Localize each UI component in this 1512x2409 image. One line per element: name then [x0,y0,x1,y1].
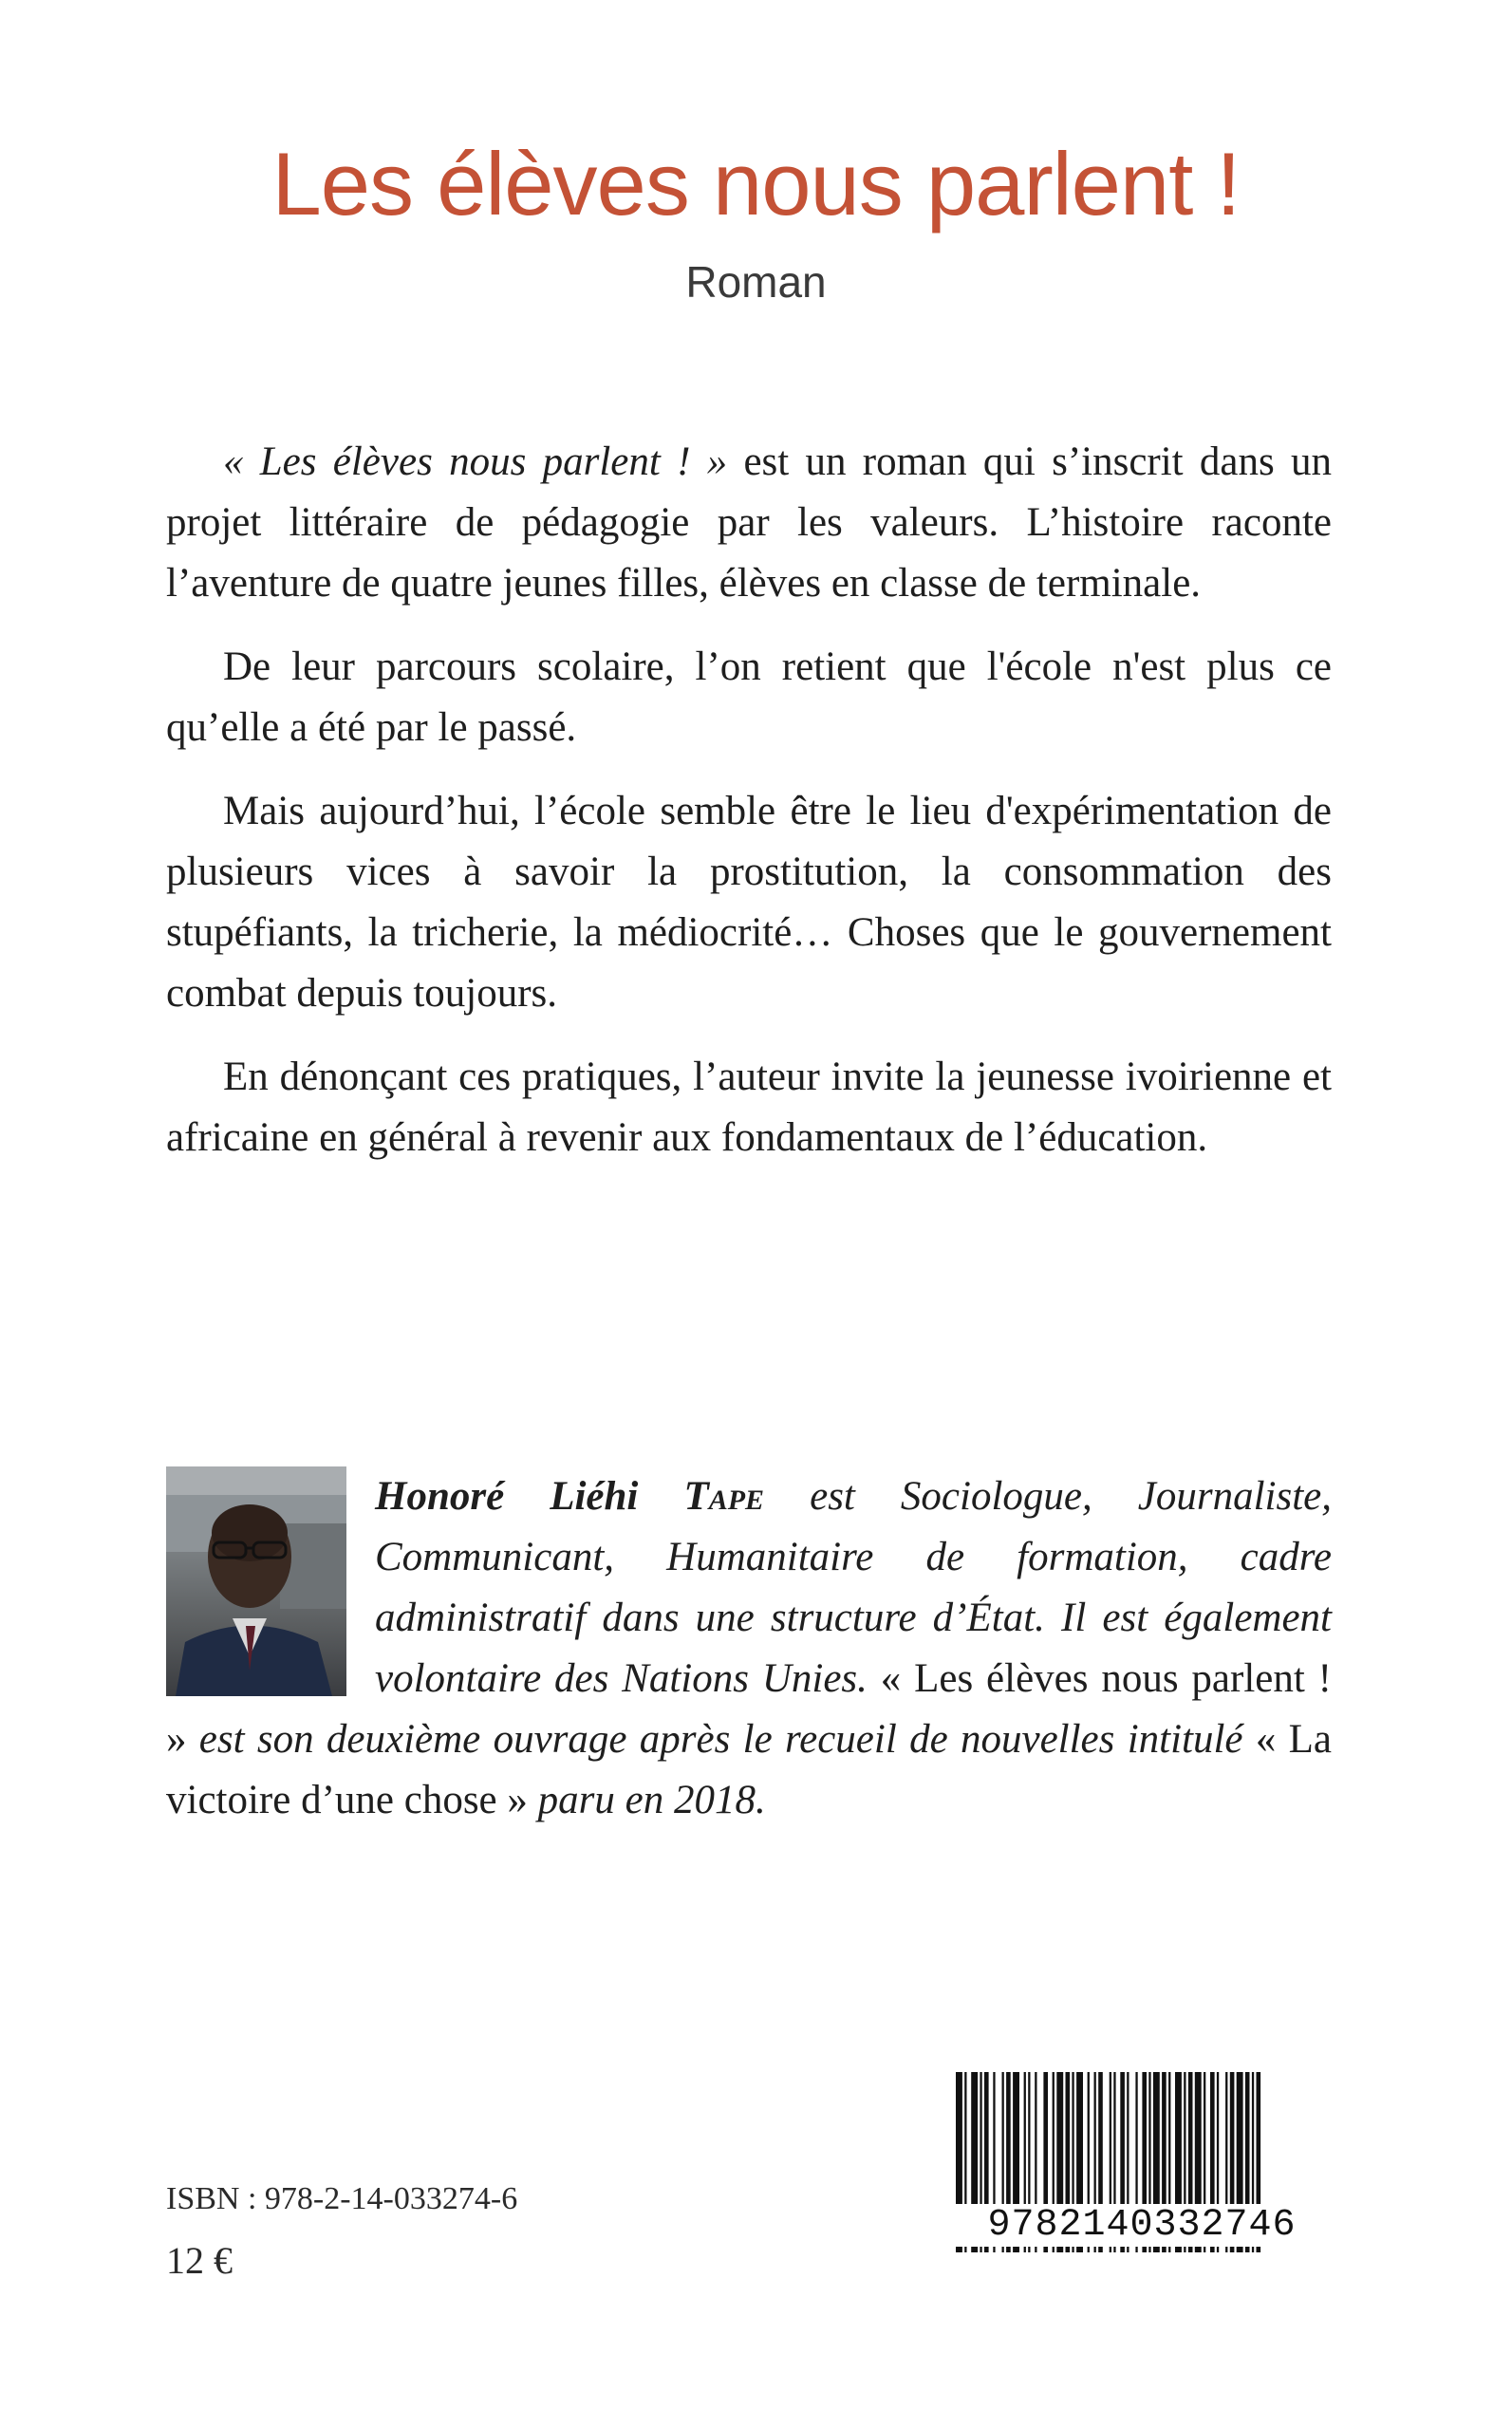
bio-text: est son deuxième ouvrage après le recueil de nouvelles intitulé [186,1717,1256,1762]
isbn-label: ISBN : 978-2-14-033274-6 [166,2181,518,2216]
bio-book-title: « Les élèves nous parlent ! » [166,1656,1332,1762]
barcode-digits: 9782140332746 [952,2204,1332,2247]
author-first-names: Honoré Liéhi [375,1474,639,1519]
blurb-paragraph [166,432,1332,614]
price-label: 12 € [166,2239,233,2282]
author-surname: Tape [683,1474,765,1519]
blurb-paragraph: De leur parcours scolaire, l’on retient que l'école n'est plus ce qu’elle a été par le passé. [166,644,1332,750]
author-biography [166,1466,1332,1831]
blurb-title-quote: « Les élèves nous parlent ! » [223,439,728,484]
book-genre: Roman [685,257,827,307]
blurb-text: est un roman qui s’inscrit dans un projet littéraire de pédagogie par les valeurs. L’histoire raconte l’aventure de quatre jeunes filles, élèves en classe de terminale. [166,439,1332,606]
back-cover-blurb [166,432,1332,1191]
bio-text: paru en 2018. [527,1778,766,1822]
bio-text: est Sociologue, Journaliste, Communicant, Humanitaire de formation, cadre administratif dans une structure d’État. Il est également volontaire des Nations Unies. [375,1474,1333,1701]
blurb-paragraph: En dénonçant ces pratiques, l’auteur invite la jeunesse ivoirienne et africaine en général à revenir aux fondamentaux de l’éducation. [166,1055,1332,1160]
book-title: Les élèves nous parlent ! [271,134,1241,233]
blurb-paragraph: Mais aujourd’hui, l’école semble être le lieu d'expérimentation de plusieurs vices à savoir la prostitution, la consommation des stupéfiants, la tricherie, la médiocrité… Choses que le gouvernement combat depuis toujours. [166,789,1332,1016]
bio-previous-book-title: « La victoire d’une chose » [166,1717,1332,1822]
